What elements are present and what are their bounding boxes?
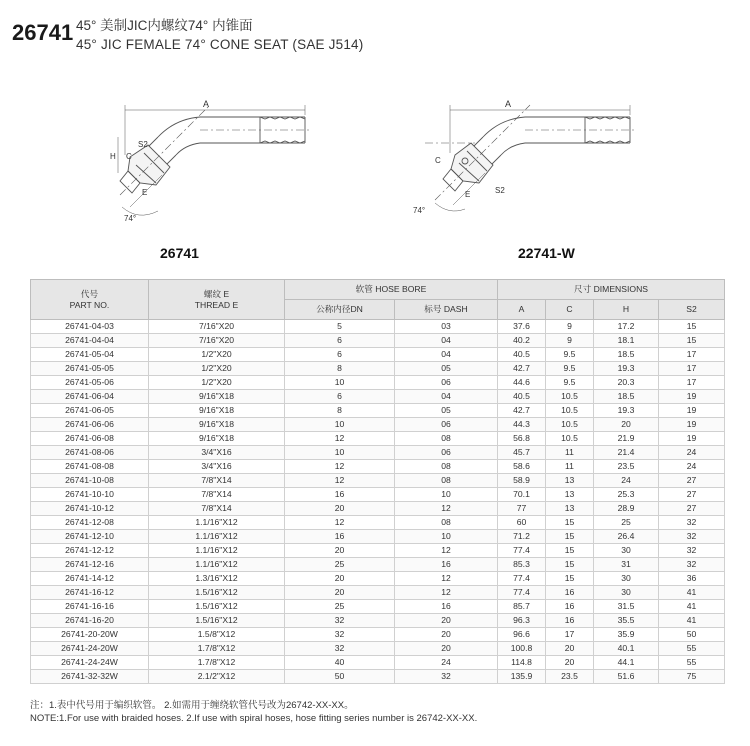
table-row [31, 656, 725, 670]
cell-c: 15 [546, 544, 594, 558]
cell-a: 114.8 [498, 656, 546, 670]
cell-s2: 41 [659, 586, 725, 600]
table-row [31, 432, 725, 446]
cell-c: 16 [546, 614, 594, 628]
cell-h: 26.4 [594, 530, 659, 544]
cell-dash: 04 [395, 334, 498, 348]
table-row [31, 614, 725, 628]
cell-dn: 32 [285, 642, 395, 656]
header-c: C [546, 300, 594, 320]
cell-a: 100.8 [498, 642, 546, 656]
cell-h: 35.5 [594, 614, 659, 628]
table-row [31, 390, 725, 404]
cell-dash: 04 [395, 348, 498, 362]
cell-dn: 50 [285, 670, 395, 684]
cell-a: 85.7 [498, 600, 546, 614]
note-english: NOTE:1.For use with braided hoses. 2.If use with spiral hoses, hose fitting series number is 26742-XX-XX. [30, 713, 478, 724]
cell-s2: 19 [659, 418, 725, 432]
cell-part-no: 26741-14-12 [31, 572, 149, 586]
dim-angle-label: 74° [413, 206, 426, 215]
cell-s2: 17 [659, 362, 725, 376]
cell-c: 13 [546, 474, 594, 488]
cell-thread: 1/2"X20 [149, 348, 285, 362]
cell-a: 44.3 [498, 418, 546, 432]
cell-c: 11 [546, 446, 594, 460]
cell-dn: 20 [285, 544, 395, 558]
cell-c: 13 [546, 488, 594, 502]
table-row [31, 502, 725, 516]
cell-dash: 08 [395, 432, 498, 446]
cell-a: 96.6 [498, 628, 546, 642]
cell-s2: 19 [659, 390, 725, 404]
cell-c: 10.5 [546, 432, 594, 446]
dim-e-label: E [142, 188, 148, 197]
cell-part-no: 26741-12-08 [31, 516, 149, 530]
fitting-drawing-22741-w [405, 95, 645, 235]
header-dash: 标号 DASH [395, 300, 498, 320]
dim-a-label: A [203, 99, 210, 109]
cell-part-no: 26741-16-12 [31, 586, 149, 600]
cell-a: 42.7 [498, 404, 546, 418]
cell-dn: 10 [285, 376, 395, 390]
table-row [31, 446, 725, 460]
cell-s2: 32 [659, 530, 725, 544]
cell-s2: 27 [659, 474, 725, 488]
cell-c: 15 [546, 516, 594, 530]
table-row [31, 600, 725, 614]
cell-dash: 12 [395, 572, 498, 586]
table-row [31, 320, 725, 334]
cell-a: 77.4 [498, 544, 546, 558]
cell-c: 16 [546, 600, 594, 614]
cell-dash: 06 [395, 446, 498, 460]
cell-thread: 1.5/16"X12 [149, 586, 285, 600]
cell-a: 71.2 [498, 530, 546, 544]
cell-part-no: 26741-04-03 [31, 320, 149, 334]
cell-a: 85.3 [498, 558, 546, 572]
cell-dash: 08 [395, 460, 498, 474]
cell-part-no: 26741-24-24W [31, 656, 149, 670]
cell-thread: 7/8"X14 [149, 488, 285, 502]
cell-s2: 15 [659, 320, 725, 334]
cell-part-no: 26741-24-20W [31, 642, 149, 656]
cell-thread: 9/16"X18 [149, 404, 285, 418]
cell-thread: 1/2"X20 [149, 376, 285, 390]
header-dimensions: 尺寸 DIMENSIONS [498, 280, 725, 300]
cell-a: 135.9 [498, 670, 546, 684]
cell-part-no: 26741-20-20W [31, 628, 149, 642]
table-row [31, 572, 725, 586]
cell-thread: 1.1/16"X12 [149, 530, 285, 544]
cell-a: 40.5 [498, 348, 546, 362]
dim-s2-label: S2 [138, 140, 148, 149]
title-english: 45° JIC FEMALE 74° CONE SEAT (SAE J514) [76, 37, 364, 52]
cell-h: 28.9 [594, 502, 659, 516]
cell-dn: 8 [285, 404, 395, 418]
cell-part-no: 26741-05-04 [31, 348, 149, 362]
cell-thread: 1.1/16"X12 [149, 516, 285, 530]
cell-s2: 41 [659, 600, 725, 614]
cell-a: 56.8 [498, 432, 546, 446]
cell-h: 25.3 [594, 488, 659, 502]
cell-c: 11 [546, 460, 594, 474]
cell-a: 44.6 [498, 376, 546, 390]
cell-c: 15 [546, 558, 594, 572]
cell-part-no: 26741-12-10 [31, 530, 149, 544]
cell-part-no: 26741-32-32W [31, 670, 149, 684]
table-row [31, 362, 725, 376]
title-chinese: 45° 美制JIC内螺纹74° 内锥面 [76, 18, 253, 33]
table-row [31, 460, 725, 474]
cell-dn: 32 [285, 614, 395, 628]
cell-c: 10.5 [546, 418, 594, 432]
cell-s2: 17 [659, 376, 725, 390]
cell-part-no: 26741-10-12 [31, 502, 149, 516]
dim-s2-label: S2 [495, 186, 505, 195]
header-s2: S2 [659, 300, 725, 320]
figure-label-26741: 26741 [160, 245, 199, 261]
cell-s2: 27 [659, 488, 725, 502]
cell-s2: 55 [659, 656, 725, 670]
cell-h: 35.9 [594, 628, 659, 642]
cell-h: 44.1 [594, 656, 659, 670]
cell-dn: 32 [285, 628, 395, 642]
cell-a: 96.3 [498, 614, 546, 628]
product-code: 26741 [12, 20, 74, 45]
cell-h: 31 [594, 558, 659, 572]
cell-h: 40.1 [594, 642, 659, 656]
cell-h: 19.3 [594, 404, 659, 418]
cell-dn: 10 [285, 446, 395, 460]
cell-thread: 9/16"X18 [149, 418, 285, 432]
cell-thread: 3/4"X16 [149, 446, 285, 460]
cell-dash: 16 [395, 600, 498, 614]
cell-dn: 12 [285, 460, 395, 474]
cell-part-no: 26741-08-06 [31, 446, 149, 460]
figure-label-22741-w: 22741-W [518, 245, 575, 261]
cell-c: 20 [546, 656, 594, 670]
header-hose-bore: 软管 HOSE BORE [285, 280, 498, 300]
table-row [31, 530, 725, 544]
cell-part-no: 26741-05-05 [31, 362, 149, 376]
cell-a: 60 [498, 516, 546, 530]
cell-c: 16 [546, 586, 594, 600]
cell-part-no: 26741-10-10 [31, 488, 149, 502]
cell-thread: 9/16"X18 [149, 432, 285, 446]
cell-s2: 19 [659, 432, 725, 446]
cell-h: 25 [594, 516, 659, 530]
cell-a: 40.2 [498, 334, 546, 348]
cell-part-no: 26741-16-20 [31, 614, 149, 628]
cell-dash: 04 [395, 390, 498, 404]
dimensions-table [30, 279, 725, 684]
cell-a: 58.6 [498, 460, 546, 474]
note-chinese: 注：1.表中代号用于编织软管。 2.如需用于缠绕软管代号改为26742-XX-XX。 [30, 700, 354, 711]
cell-h: 18.1 [594, 334, 659, 348]
cell-s2: 36 [659, 572, 725, 586]
header-thread: 螺纹 E THREAD E [149, 280, 285, 320]
cell-h: 20.3 [594, 376, 659, 390]
cell-part-no: 26741-12-12 [31, 544, 149, 558]
table-row [31, 348, 725, 362]
table-row [31, 516, 725, 530]
cell-dash: 06 [395, 376, 498, 390]
cell-a: 42.7 [498, 362, 546, 376]
cell-dn: 6 [285, 334, 395, 348]
cell-dash: 32 [395, 670, 498, 684]
cell-c: 9 [546, 334, 594, 348]
cell-dn: 20 [285, 502, 395, 516]
cell-thread: 1.1/16"X12 [149, 544, 285, 558]
cell-thread: 9/16"X18 [149, 390, 285, 404]
cell-dash: 05 [395, 404, 498, 418]
cell-a: 40.5 [498, 390, 546, 404]
cell-dn: 25 [285, 558, 395, 572]
cell-dn: 20 [285, 586, 395, 600]
cell-s2: 19 [659, 404, 725, 418]
table-row [31, 474, 725, 488]
table-row [31, 544, 725, 558]
cell-h: 21.9 [594, 432, 659, 446]
cell-thread: 3/4"X16 [149, 460, 285, 474]
cell-c: 20 [546, 642, 594, 656]
cell-h: 20 [594, 418, 659, 432]
cell-s2: 24 [659, 460, 725, 474]
dim-c-label: C [126, 152, 132, 161]
cell-thread: 1/2"X20 [149, 362, 285, 376]
cell-c: 10.5 [546, 404, 594, 418]
cell-s2: 75 [659, 670, 725, 684]
cell-dn: 40 [285, 656, 395, 670]
cell-a: 37.6 [498, 320, 546, 334]
dim-angle-label: 74° [124, 214, 137, 223]
cell-dash: 12 [395, 586, 498, 600]
dim-c-label: C [435, 156, 441, 165]
table-row [31, 334, 725, 348]
cell-part-no: 26741-04-04 [31, 334, 149, 348]
cell-c: 15 [546, 572, 594, 586]
cell-a: 45.7 [498, 446, 546, 460]
cell-a: 77.4 [498, 572, 546, 586]
cell-h: 17.2 [594, 320, 659, 334]
table-row [31, 404, 725, 418]
cell-dash: 20 [395, 628, 498, 642]
cell-h: 21.4 [594, 446, 659, 460]
cell-thread: 1.7/8"X12 [149, 656, 285, 670]
cell-thread: 1.5/16"X12 [149, 600, 285, 614]
header-part-no: 代号 PART NO. [31, 280, 149, 320]
cell-part-no: 26741-06-04 [31, 390, 149, 404]
fitting-drawing-26741 [100, 95, 330, 235]
cell-dn: 6 [285, 390, 395, 404]
dim-e-label: E [465, 190, 471, 199]
cell-dn: 12 [285, 516, 395, 530]
cell-part-no: 26741-10-08 [31, 474, 149, 488]
cell-thread: 1.3/16"X12 [149, 572, 285, 586]
cell-c: 13 [546, 502, 594, 516]
cell-dn: 20 [285, 572, 395, 586]
table-row [31, 628, 725, 642]
cell-dash: 24 [395, 656, 498, 670]
cell-s2: 27 [659, 502, 725, 516]
cell-a: 77.4 [498, 586, 546, 600]
cell-part-no: 26741-06-05 [31, 404, 149, 418]
cell-h: 19.3 [594, 362, 659, 376]
header-a: A [498, 300, 546, 320]
cell-dash: 08 [395, 516, 498, 530]
header-dn: 公称内径DN [285, 300, 395, 320]
cell-thread: 7/8"X14 [149, 502, 285, 516]
cell-s2: 41 [659, 614, 725, 628]
cell-dn: 6 [285, 348, 395, 362]
dim-h-label: H [110, 152, 116, 161]
table-row [31, 586, 725, 600]
cell-c: 9 [546, 320, 594, 334]
table-row [31, 376, 725, 390]
cell-c: 10.5 [546, 390, 594, 404]
cell-a: 58.9 [498, 474, 546, 488]
cell-thread: 7/16"X20 [149, 320, 285, 334]
dim-a-label: A [505, 99, 512, 109]
cell-h: 30 [594, 586, 659, 600]
cell-dn: 5 [285, 320, 395, 334]
cell-dash: 10 [395, 488, 498, 502]
cell-c: 17 [546, 628, 594, 642]
cell-h: 30 [594, 572, 659, 586]
cell-part-no: 26741-05-06 [31, 376, 149, 390]
cell-thread: 1.5/16"X12 [149, 614, 285, 628]
cell-c: 23.5 [546, 670, 594, 684]
cell-dn: 16 [285, 530, 395, 544]
table-row [31, 418, 725, 432]
cell-h: 30 [594, 544, 659, 558]
cell-dn: 10 [285, 418, 395, 432]
cell-part-no: 26741-06-08 [31, 432, 149, 446]
header-h: H [594, 300, 659, 320]
cell-h: 23.5 [594, 460, 659, 474]
cell-part-no: 26741-16-16 [31, 600, 149, 614]
cell-a: 77 [498, 502, 546, 516]
cell-c: 15 [546, 530, 594, 544]
cell-thread: 2.1/2"X12 [149, 670, 285, 684]
table-row [31, 670, 725, 684]
cell-dash: 05 [395, 362, 498, 376]
cell-thread: 1.7/8"X12 [149, 642, 285, 656]
cell-part-no: 26741-08-08 [31, 460, 149, 474]
cell-h: 51.6 [594, 670, 659, 684]
cell-dash: 03 [395, 320, 498, 334]
cell-h: 18.5 [594, 348, 659, 362]
cell-dn: 16 [285, 488, 395, 502]
cell-s2: 32 [659, 516, 725, 530]
cell-s2: 17 [659, 348, 725, 362]
cell-dash: 10 [395, 530, 498, 544]
cell-s2: 32 [659, 544, 725, 558]
cell-h: 31.5 [594, 600, 659, 614]
cell-thread: 1.5/8"X12 [149, 628, 285, 642]
cell-thread: 7/16"X20 [149, 334, 285, 348]
cell-dn: 12 [285, 474, 395, 488]
table-row [31, 488, 725, 502]
cell-s2: 15 [659, 334, 725, 348]
cell-s2: 32 [659, 558, 725, 572]
cell-c: 9.5 [546, 362, 594, 376]
cell-h: 24 [594, 474, 659, 488]
cell-dash: 08 [395, 474, 498, 488]
cell-s2: 50 [659, 628, 725, 642]
cell-dash: 12 [395, 502, 498, 516]
cell-a: 70.1 [498, 488, 546, 502]
cell-c: 9.5 [546, 376, 594, 390]
cell-thread: 7/8"X14 [149, 474, 285, 488]
table-row [31, 642, 725, 656]
cell-c: 9.5 [546, 348, 594, 362]
cell-dash: 12 [395, 544, 498, 558]
cell-dn: 25 [285, 600, 395, 614]
cell-dn: 8 [285, 362, 395, 376]
cell-h: 18.5 [594, 390, 659, 404]
table-row [31, 558, 725, 572]
cell-dash: 20 [395, 642, 498, 656]
cell-s2: 55 [659, 642, 725, 656]
cell-s2: 24 [659, 446, 725, 460]
cell-dn: 12 [285, 432, 395, 446]
cell-thread: 1.1/16"X12 [149, 558, 285, 572]
cell-dash: 20 [395, 614, 498, 628]
cell-part-no: 26741-06-06 [31, 418, 149, 432]
cell-part-no: 26741-12-16 [31, 558, 149, 572]
cell-dash: 06 [395, 418, 498, 432]
cell-dash: 16 [395, 558, 498, 572]
